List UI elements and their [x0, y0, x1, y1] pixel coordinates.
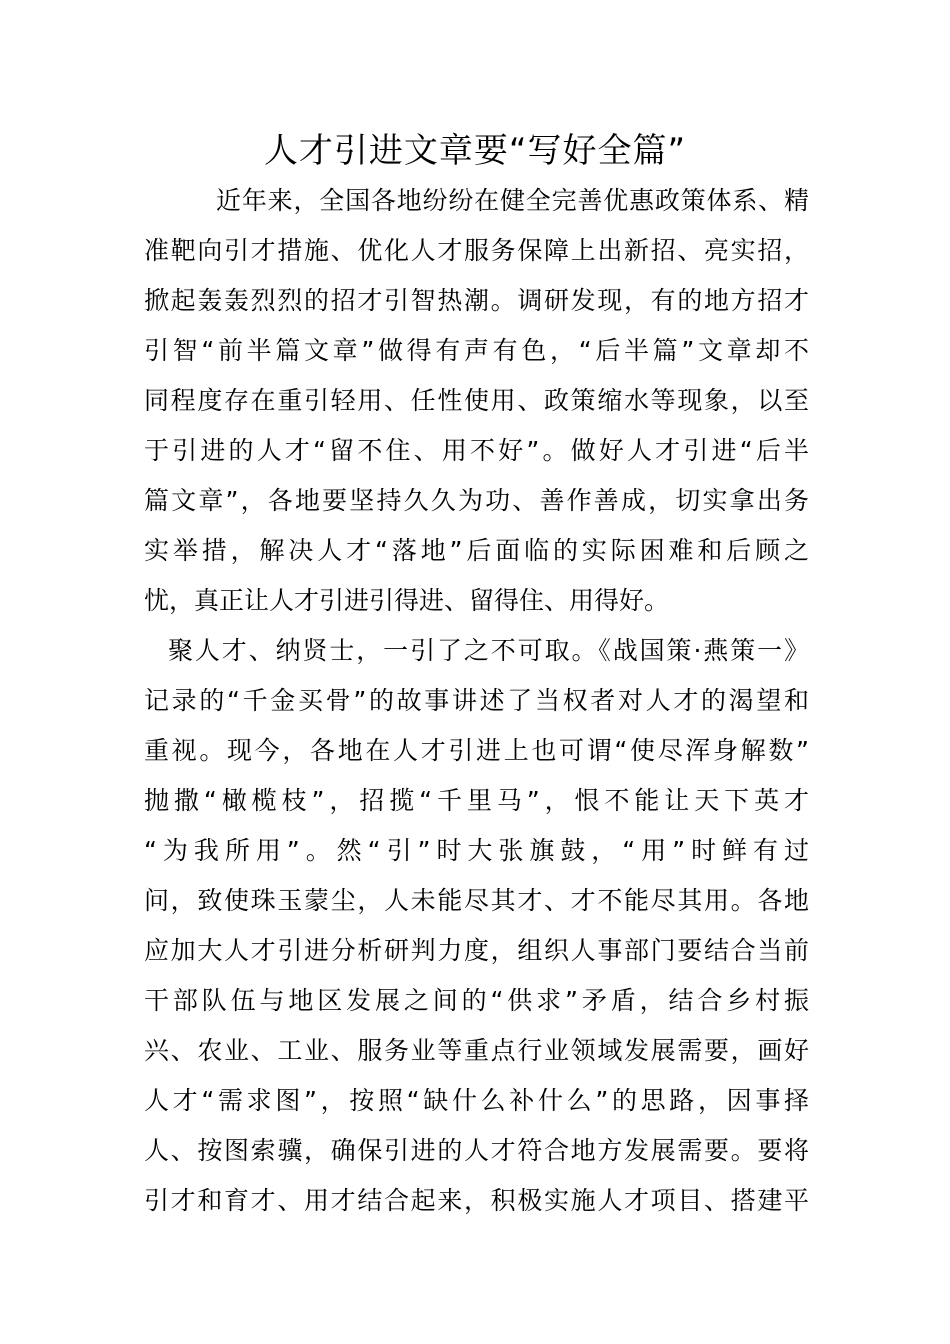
text-line: 抛撒“橄榄枝”，招揽“千里马”，恨不能让天下英才: [144, 786, 809, 815]
text-line: 实举措，解决人才“落地”后面临的实际困难和后顾之: [144, 536, 809, 565]
text-line: 引智“前半篇文章”做得有声有色，“后半篇”文章却不: [144, 336, 809, 365]
text-line: 兴、农业、工业、服务业等重点行业领域发展需要，画好: [144, 1036, 809, 1065]
text-line: 人、按图索骥，确保引进的人才符合地方发展需要。要将: [144, 1136, 809, 1165]
text-line: 应加大人才引进分析研判力度，组织人事部门要结合当前: [144, 936, 809, 965]
text-line: 忧，真正让人才引进引得进、留得住、用得好。: [144, 586, 670, 615]
document-title: 人才引进文章要“写好全篇”: [263, 131, 687, 171]
document-body: [144, 176, 809, 1226]
text-line: 篇文章”，各地要坚持久久为功、善作善成，切实拿出务: [144, 486, 809, 515]
text-line: 重视。现今，各地在人才引进上也可谓“使尽浑身解数”: [144, 736, 809, 765]
text-line: 干部队伍与地区发展之间的“供求”矛盾，结合乡村振: [144, 986, 809, 1015]
text-line: 近年来，全国各地纷纷在健全完善优惠政策体系、精: [216, 186, 809, 215]
paragraph-2: [144, 626, 809, 1226]
text-line: 于引进的人才“留不住、用不好”。做好人才引进“后半: [144, 436, 809, 465]
text-line: 聚人才、纳贤士，一引了之不可取。《战国策·燕策一》: [168, 636, 809, 665]
text-line: 记录的“千金买骨”的故事讲述了当权者对人才的渴望和: [144, 686, 809, 715]
text-line: 同程度存在重引轻用、任性使用、政策缩水等现象，以至: [144, 386, 809, 415]
paragraph-1: [144, 176, 809, 626]
text-line: “为我所用”。然“引”时大张旗鼓，“用”时鲜有过: [144, 836, 809, 865]
text-line: 掀起轰轰烈烈的招才引智热潮。调研发现，有的地方招才: [144, 286, 809, 315]
text-line: 问，致使珠玉蒙尘，人未能尽其才、才不能尽其用。各地: [144, 886, 809, 915]
text-line: 人才“需求图”，按照“缺什么补什么”的思路，因事择: [144, 1086, 809, 1115]
text-line: 引才和育才、用才结合起来，积极实施人才项目、搭建平: [144, 1186, 809, 1215]
text-line: 准靶向引才措施、优化人才服务保障上出新招、亮实招，: [144, 236, 809, 265]
